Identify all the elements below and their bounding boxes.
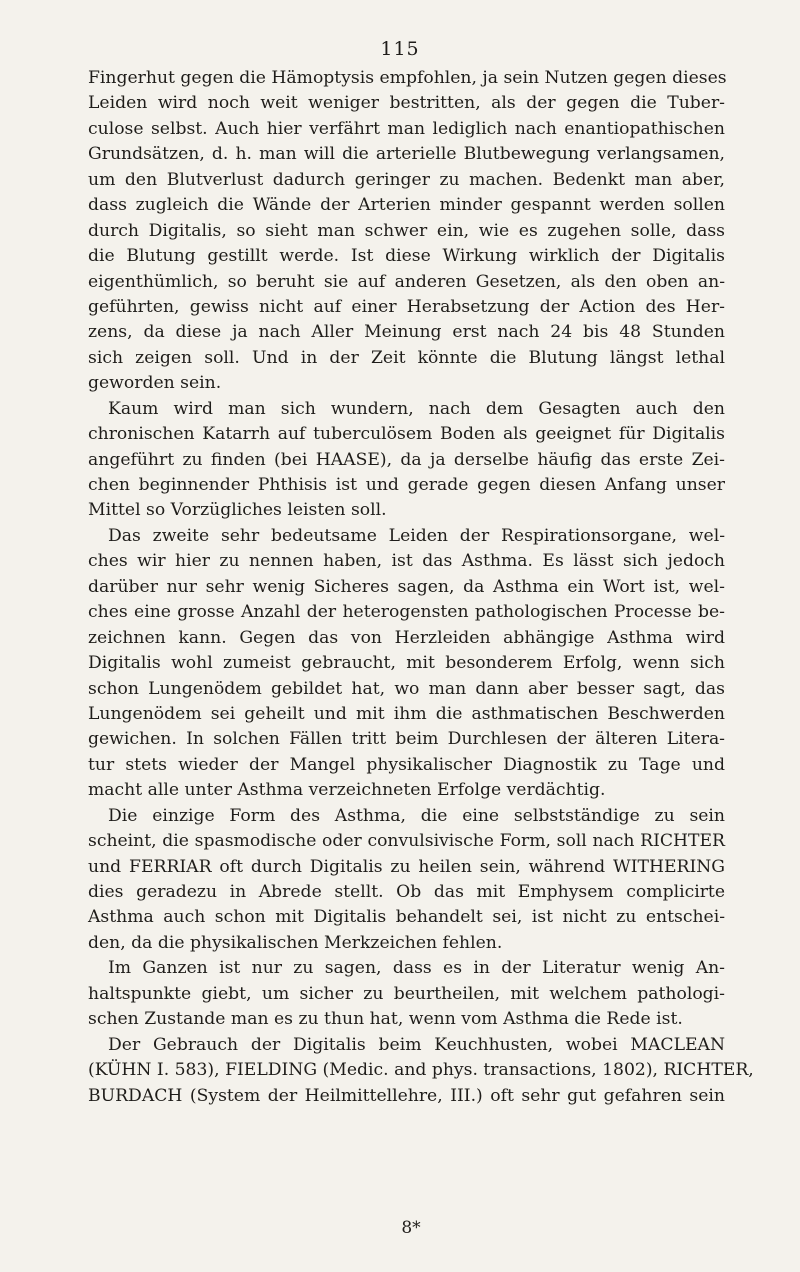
text-line: und FERRIAR oft durch Digitalis zu heilen sein, während WITHERING: [88, 856, 725, 877]
text-line: geworden sein.: [88, 373, 222, 394]
text-line: Das zweite sehr bedeutsame Leiden der Respirationsorgane, wel-: [108, 525, 725, 546]
text-line: culose selbst. Auch hier verfährt man lediglich nach enantiopathischen: [88, 118, 725, 139]
text-line: schen Zustande man es zu thun hat, wenn vom Asthma die Rede ist.: [88, 1009, 683, 1030]
text-line: chen beginnender Phthisis ist und gerade gegen diesen Anfang unser: [88, 475, 725, 495]
body-text: [88, 66, 754, 1109]
text-line: haltspunkte giebt, um sicher zu beurtheilen, mit welchem pathologi-: [88, 983, 725, 1004]
text-line: Mittel so Vorzügliches leisten soll.: [88, 500, 387, 521]
text-line: zeichnen kann. Gegen das von Herzleiden abhängige Asthma wird: [88, 627, 725, 648]
text-line: schon Lungenödem gebildet hat, wo man dann aber besser sagt, das: [88, 678, 725, 699]
text-line: zens, da diese ja nach Aller Meinung erst nach 24 bis 48 Stunden: [88, 322, 725, 343]
text-line: Die einzige Form des Asthma, die eine selbstständige zu sein: [108, 805, 725, 826]
text-line: gewichen. In solchen Fällen tritt beim Durchlesen der älteren Litera-: [88, 729, 725, 750]
text-line: Im Ganzen ist nur zu sagen, dass es in der Literatur wenig An-: [108, 958, 725, 979]
text-line: dass zugleich die Wände der Arterien minder gespannt werden sollen: [88, 195, 725, 216]
text-line: Fingerhut gegen die Hämoptysis empfohlen, ja sein Nutzen gegen dieses: [88, 68, 727, 88]
signature-mark: 8*: [401, 1218, 421, 1238]
text-line: Grundsätzen, d. h. man will die arterielle Blutbewegung verlangsamen,: [88, 144, 725, 165]
text-line: scheint, die spasmodische oder convulsivische Form, soll nach RICHTER: [88, 831, 725, 852]
text-line: um den Blutverlust dadurch geringer zu machen. Bedenkt man aber,: [88, 169, 725, 190]
text-line: durch Digitalis, so sieht man schwer ein, wie es zugehen solle, dass: [88, 220, 725, 241]
text-line: angeführt zu finden (bei HAASE), da ja derselbe häufig das erste Zei-: [88, 449, 725, 470]
text-line: (KÜHN I. 583), FIELDING (Medic. and phys. transactions, 1802), RICHTER,: [88, 1060, 754, 1081]
text-line: BURDACH (System der Heilmittellehre, III.) oft sehr gut gefahren sein: [88, 1085, 725, 1106]
text-line: Lungenödem sei geheilt und mit ihm die asthmatischen Beschwerden: [88, 703, 725, 724]
text-line: eigenthümlich, so beruht sie auf anderen Gesetzen, als den oben an-: [88, 271, 725, 292]
text-line: Asthma auch schon mit Digitalis behandelt sei, ist nicht zu entschei-: [88, 907, 725, 928]
text-line: die Blutung gestillt werde. Ist diese Wirkung wirklich der Digitalis: [88, 246, 725, 267]
text-line: chronischen Katarrh auf tuberculösem Boden als geeignet für Digitalis: [88, 424, 725, 445]
text-line: den, da die physikalischen Merkzeichen fehlen.: [88, 932, 503, 953]
text-line: ches eine grosse Anzahl der heterogensten pathologischen Processe be-: [88, 602, 725, 623]
text-line: sich zeigen soll. Und in der Zeit könnte die Blutung längst lethal: [88, 347, 725, 368]
text-line: darüber nur sehr wenig Sicheres sagen, da Asthma ein Wort ist, wel-: [88, 576, 725, 597]
text-line: geführten, gewiss nicht auf einer Herabsetzung der Action des Her-: [88, 296, 725, 317]
text-line: ches wir hier zu nennen haben, ist das Asthma. Es lässt sich jedoch: [88, 551, 725, 572]
text-line: tur stets wieder der Mangel physikalischer Diagnostik zu Tage und: [88, 754, 725, 775]
text-line: Kaum wird man sich wundern, nach dem Gesagten auch den: [108, 398, 725, 419]
text-line: Digitalis wohl zumeist gebraucht, mit besonderem Erfolg, wenn sich: [88, 653, 725, 674]
text-line: Leiden wird noch weit weniger bestritten, als der gegen die Tuber-: [88, 93, 725, 114]
page-number: 115: [380, 38, 420, 60]
text-line: Der Gebrauch der Digitalis beim Keuchhusten, wobei MACLEAN: [108, 1034, 725, 1055]
text-line: dies geradezu in Abrede stellt. Ob das mit Emphysem complicirte: [88, 882, 725, 902]
text-line: macht alle unter Asthma verzeichneten Erfolge verdächtig.: [88, 780, 606, 801]
